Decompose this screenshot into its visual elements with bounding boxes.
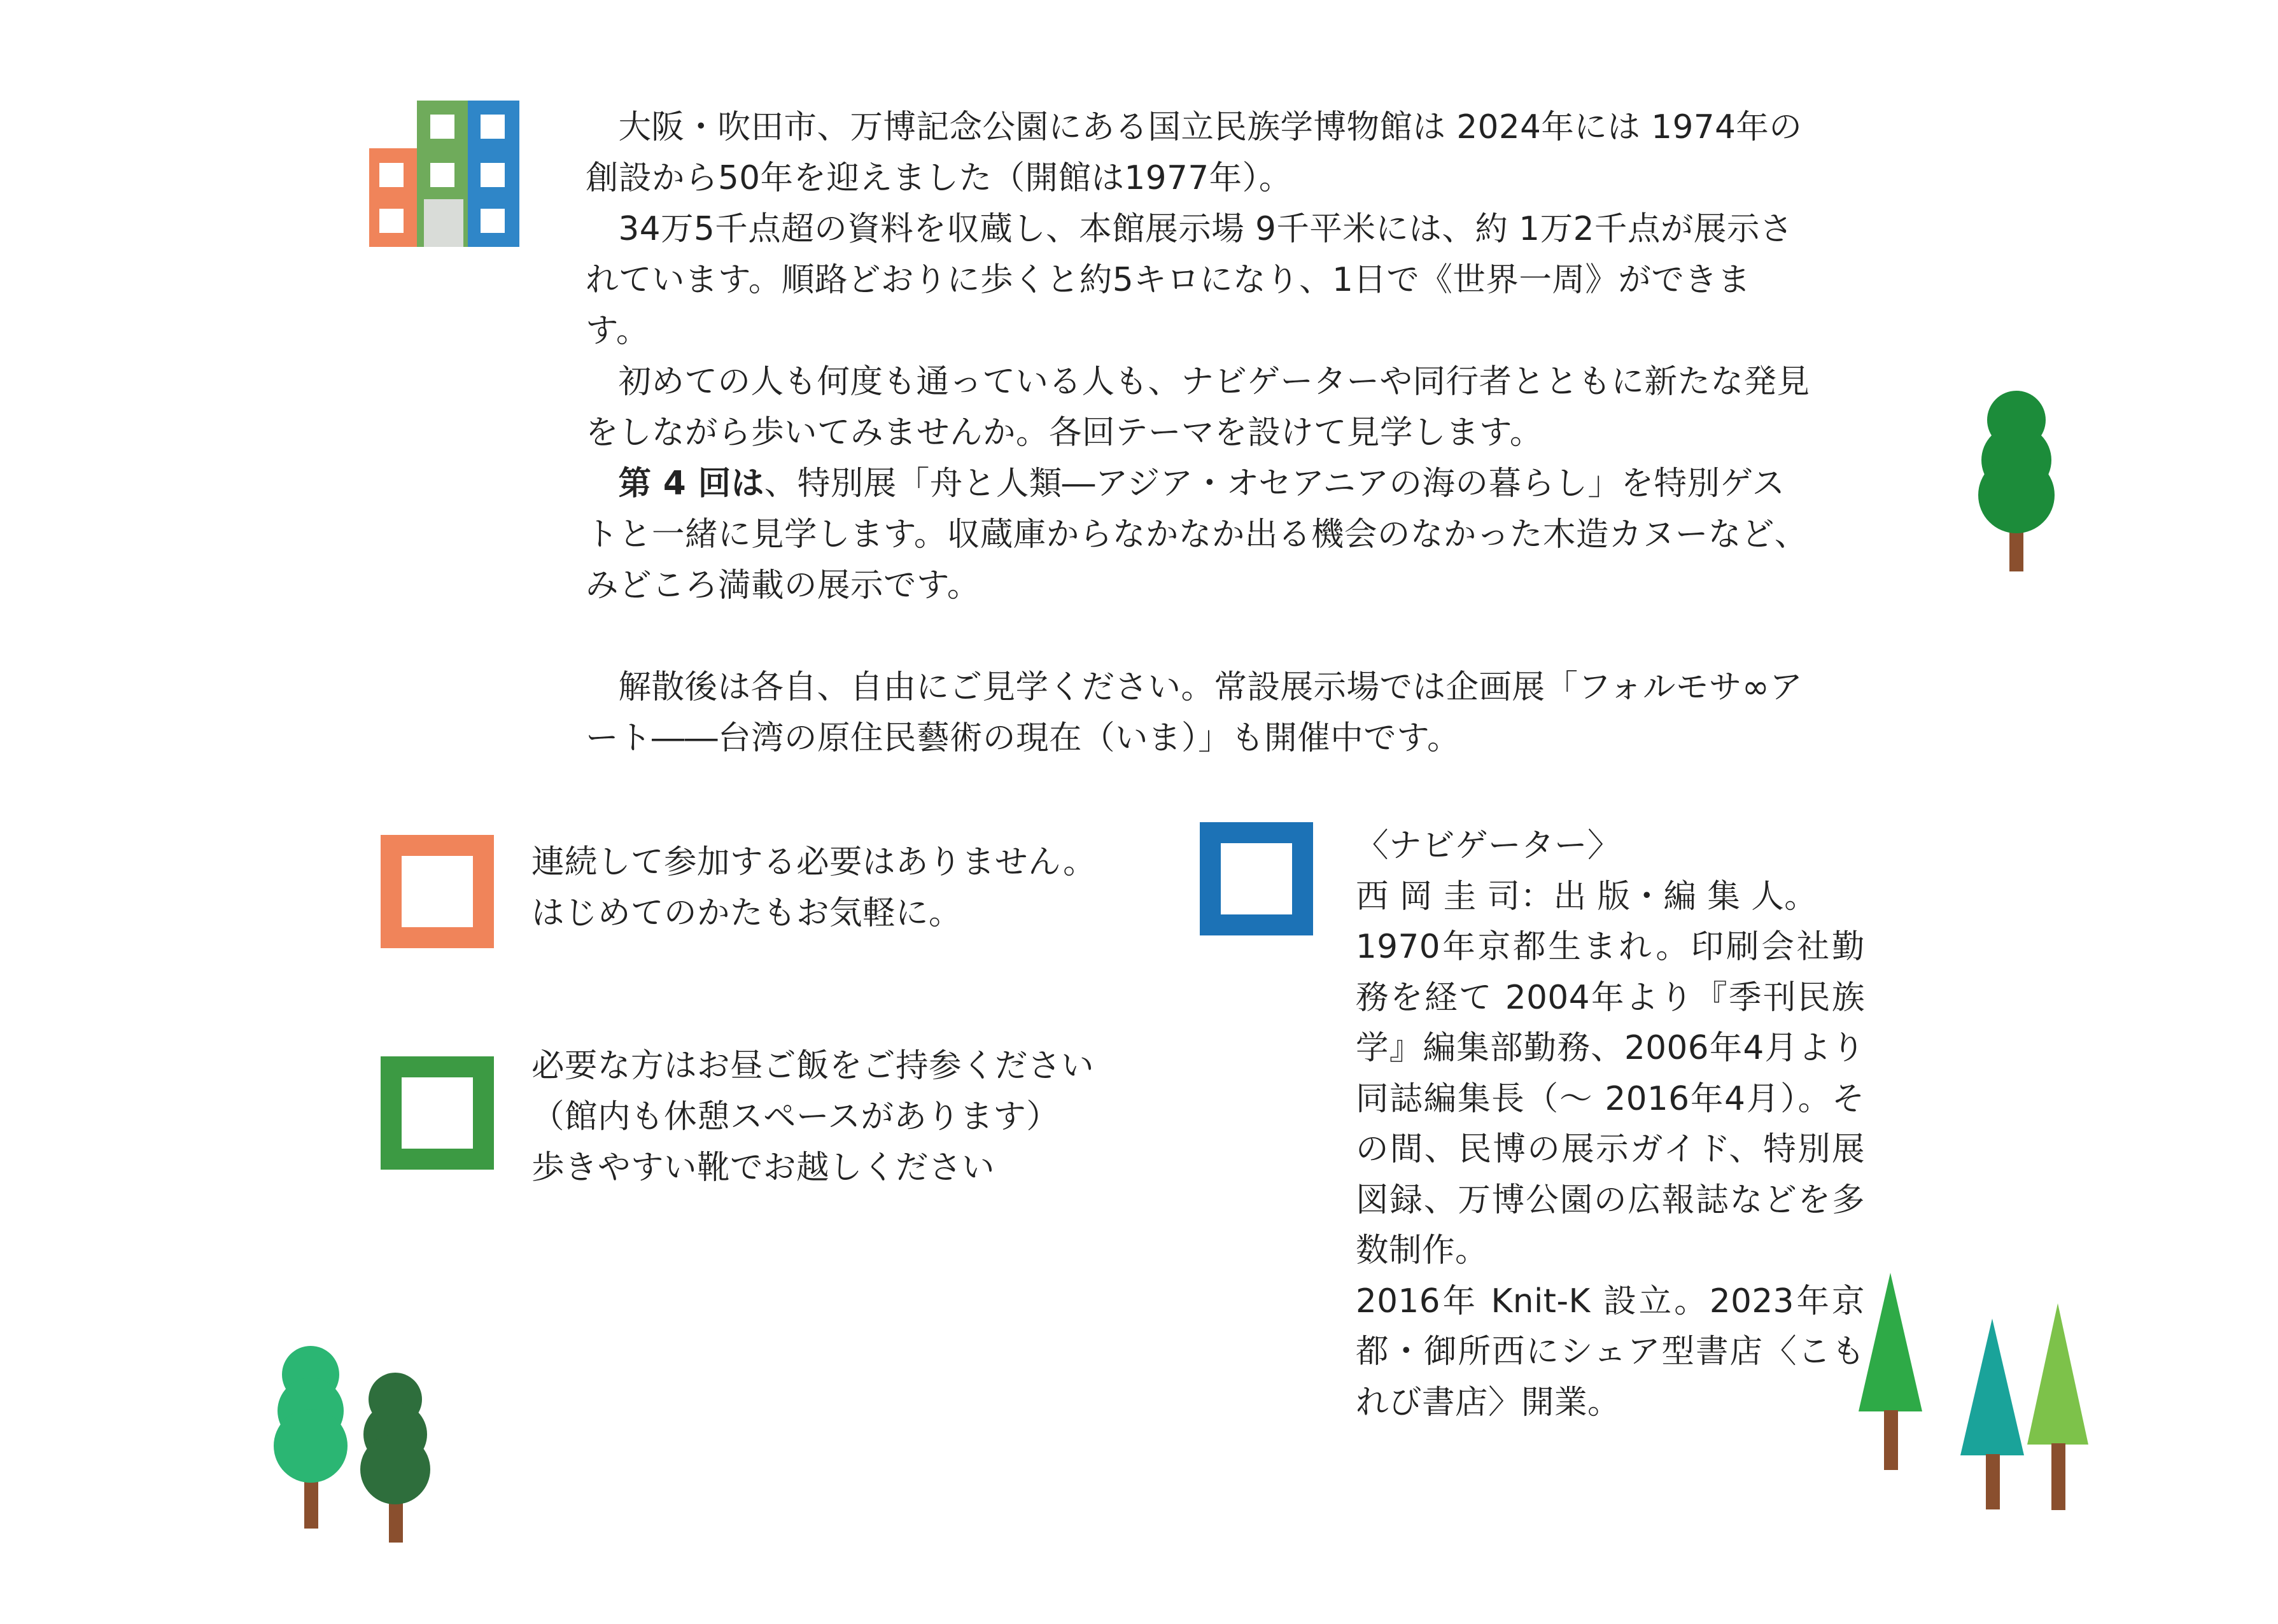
blue-square-marker: [1200, 822, 1313, 935]
navigator-name: 西 岡 圭 司：出 版・編 集 人。: [1356, 877, 1818, 916]
intro-paragraph-5: 解散後は各自、自由にご見学ください。常設展示場では企画展「フォルモサ∞アート――台湾の原住民藝術の現在（いま）」も開催中です。: [586, 668, 1803, 757]
building-icon: [369, 101, 519, 247]
intro-paragraph-3: 初めての人も何度も通っている人も、ナビゲーターや同行者とともに新たな発見をしながら歩いてみませんか。各回テーマを設けて見学します。: [586, 363, 1810, 452]
navigator-heading: 〈ナビゲーター〉: [1356, 827, 1621, 865]
note-line: 必要な方はお昼ご飯をご持参ください: [531, 1047, 1095, 1085]
intro-paragraph-2: 34万5千点超の資料を収蔵し、本館展示場 9千平米には、約 1万2千点が展示されています。順路どおりに歩くと約5キロになり、1日で《世界一周》ができます。: [586, 210, 1793, 350]
orange-square-marker: [381, 835, 494, 948]
tree-icon: [1957, 1319, 2027, 1509]
tree-icon: [266, 1344, 355, 1529]
tree-icon: [354, 1371, 437, 1543]
note-line: 連続して参加する必要はありません。: [531, 843, 1097, 881]
green-square-marker: [381, 1056, 494, 1170]
navigator-bio: 1970年京都生まれ。印刷会社勤務を経て 2004年より『季刊民族学』編集部勤務、2006年4月より同誌編集長（〜 2016年4月）。その間、民博の展示ガイド、特別展図録、万博公園の広報誌などを多数制作。: [1356, 928, 1865, 1270]
navigator-profile: [1356, 821, 1865, 1428]
note-line: 歩きやすい靴でお越しください: [531, 1149, 995, 1187]
session-number: 第 4 回は: [618, 465, 764, 503]
tree-icon: [1855, 1273, 1925, 1470]
note-line: はじめてのかたもお気軽に。: [531, 894, 962, 932]
intro-text: [586, 102, 1814, 764]
tree-icon: [2023, 1303, 2093, 1510]
intro-paragraph-4: [586, 458, 1814, 611]
note-orange: [531, 837, 1155, 939]
note-line: （館内も休憩スペースがあります）: [531, 1098, 1060, 1136]
note-green: [531, 1040, 1155, 1193]
intro-paragraph-4-text: 、特別展「舟と人類―アジア・オセアニアの海の暮らし」を特別ゲストと一緒に見学します。収蔵庫からなかなか出る機会のなかった木造カヌーなど、みどころ満載の展示です。: [586, 465, 1808, 605]
navigator-bio-2: 2016年 Knit-K 設立。2023年京都・御所西にシェア型書店〈こもれび書店〉開業。: [1356, 1282, 1865, 1422]
tree-icon: [1973, 387, 2056, 571]
intro-paragraph-1: 大阪・吹田市、万博記念公園にある国立民族学博物館は 2024年には 1974年の創設から50年を迎えました（開館は1977年）。: [586, 108, 1803, 197]
